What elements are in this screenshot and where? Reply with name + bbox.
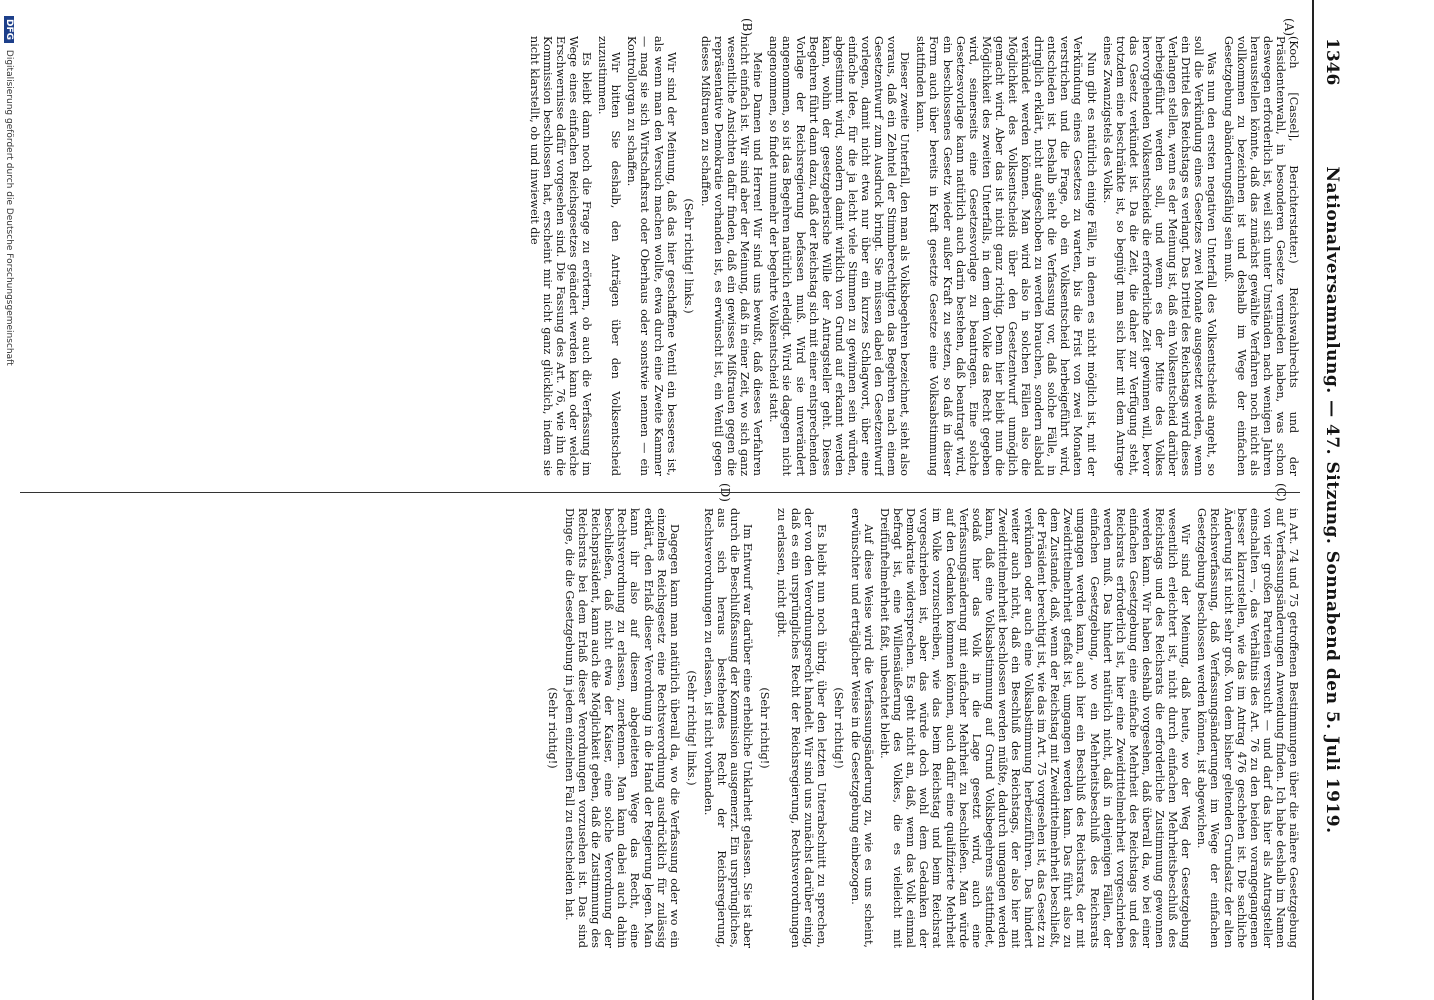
interjection: (Sehr richtig! links.) (684, 670, 698, 786)
interjection: (Sehr richtig!) (758, 687, 772, 769)
dfg-logo: DFG (4, 16, 14, 43)
paragraph: Wir sind der Meinung, daß heute, wo der Weg der Gesetzgebung wesentlich erleichtert ist, nicht durch einfachen Mehrheitsbeschluß des Reichstags und des Reichsrats die erforderliche Zustimmung gewonnen werden kann. Wir haben deshalb vorgesehen, daß überall da, wo bei einer einfachen Gesetzgebung eine einfache Mehrheit des Reichstags und des Reichsrats erforderlich ist, hier eine Zweidrittelmehrheit vorgeschrieben werden muß. Das hindert natürlich nicht, daß in denjenigen Fällen, der einfachen Gesetzgebung, wo ein Mehrheitsbeschluß des Reichsrats umgangen werden kann, auch hier ein Beschluß des Reichsrats, der mit Zweidrittelmehrheit gefaßt ist, umgangen werden kann. Das führt also zu dem Zustande, daß, wenn der Reichstag mit Zweidrittelmehrheit beschließt, der Präsident berechtigt ist, wie das im Art. 75 vorgesehen ist, das Gesetz zu verkünden oder auch eine Volksabstimmung herbeizuführen. Das hindert weiter auch nicht, daß ein Beschluß des Reichstags, der also hier mit Zweidrittelmehrheit beschlossen werden müßte, dadurch umgangen werden kann, daß eine Volksabstimmung auf Grund Volksbegehrens stattfindet, sodaß hier das Volk in die Lage gesetzt wird, auch eine Verfassungsänderung mit einfacher Mehrheit zu beschließen. Man würde auf den Gedanken kommen können, auch dafür eine qualifizierte Mehrheit im Volke vorzuschreiben, wie das beim Reichstag und beim Reichsrat vorgeschrieben ist, aber das würde doch wohl dem Gedanken der Demokratie widersprechen. Es geht nicht an, daß, wenn das Volk einmal befragt ist, eine Willensäußerung des Volkes, die es vielleicht mit Dreifünftelmehrheit faßt, unbeachtet bleibt. (878, 508, 1193, 948)
right-column (10, 508, 1300, 948)
paragraph: Meine Damen und Herren! Wir sind uns bewußt, daß dieses Verfahren nicht einfach ist. Wir sind aber der Meinung, daß in einer Zeit, wo sich ganz wesentliche Ansichten dafür finden, daß ein gewisses Mißtrauen gegen die repräsentative Demokratie vorhanden ist, es erwünscht ist, ein Ventil gegen dieses Mißtrauen zu schaffen. (698, 36, 765, 476)
paragraph: Dagegen kann man natürlich überall da, wo die Verfassung oder wo ein einzelnes Reichsgesetz eine Rechtsverordnung ausdrücklich für zulässig erklärt, den Erlaß dieser Verordnung in die Hand der Regierung legen. Man kann ihr also auf diesem abgeleiteten Wege das Recht, eine Rechtsverordnung zu erlassen, zuerkennen. Man kann dabei auch dahin beschließen, daß nicht etwa der Kaiser, eine solche Verordnung der Reichspräsident, kann auch die Möglichkeit geben, daß die Zustimmung des Reichsrats bei dem Erlaß dieser Verordnungen vorzusehen ist. Das sind Dinge, die die Gesetzgebung in jedem einzelnen Fall zu entscheiden hat. (563, 508, 681, 948)
paragraph: Dieser zweite Unterfall, den man als Volksbegehren bezeichnet, sieht also voraus, daß ein Zehntel der Stimmberechtigten das Begehren nach einem Gesetzentwurf zum Ausdruck bringt. Sie müssen dabei den Gesetzentwurf vorlegen, damit nicht etwa nur über ein kurzes Schlagwort, über eine einfache Idee, für die ja leicht viele Stimmen zu gewinnen sein würden, abgestimmt wird, sondern damit wirklich von Grund auf erkannt werden kann, wohin der gesetzgeberische Wille der Antragsteller geht. Dieses Begehren führt dann dazu, daß der Reichstag sich mit einer entsprechenden Vorlage der Reichsregierung befassen muß. Wird sie unverändert angenommen, so ist das Begehren natürlich erledigt. Wird sie dagegen nicht angenommen, so findet nunmehr der begehrte Volksentscheid statt. (767, 36, 912, 476)
paragraph: Im Entwurf war darüber eine erhebliche Unklarheit gelassen. Sie ist aber durch die Beschlußfassung der Kommission ausgemerzt. Ein ursprüngliches, aus sich heraus bestehendes Recht der Reichsregierung, Rechtsverordnungen zu erlassen, ist nicht vorhanden. (701, 508, 755, 948)
paragraph: Es bleibt nun noch übrig, über den letzten Unterabschnitt zu sprechen, der von den Verordnungsrecht handelt. Wir sind uns zunächst darüber einig, daß es ein ursprüngliches Recht der Reichsregierung, Rechtsverordnungen zu erlassen, nicht gibt. (775, 508, 828, 948)
interjection: (Sehr richtig!) (545, 687, 559, 769)
margin-mark-a: (A) (1282, 18, 1296, 37)
footer-text: Digitalisierung gefördert durch die Deutsche Forschungsgemeinschaft (4, 49, 14, 366)
paragraph: Auf diese Weise wird die Verfassungsänderung zu, wie es uns scheint, erwünschter und erträglicher Weise in die Gesetzgebung einbezogen. (848, 508, 875, 948)
paragraph: Wir bitten Sie deshalb, den Anträgen über den Volksentscheid zuzustimmen. (596, 36, 623, 476)
margin-mark-d: (D) (718, 483, 732, 502)
margin-mark-b: (B) (740, 18, 754, 37)
margin-mark-c: (C) (1274, 483, 1288, 502)
page-number: 1346 (1322, 38, 1342, 86)
interjection: (Sehr richtig!) (831, 687, 845, 769)
paragraph: (Koch [Cassel], Berichterstatter.) Reichswahlrechts und der Präsidentenwahl, in besonderen Gesetze vermieden haben, was schon deswegen erforderlich ist, weil sich unter Umständen nach wenigen Jahren herausstellen könnte, daß das zunächst gewählte Verfahren noch nicht als vollkommen zu bezeichnen ist und deshalb im Wege der einfachen Gesetzgebung abänderungsfähig sein muß. (1221, 36, 1300, 476)
page-header (1312, 0, 1342, 1000)
column-divider (20, 492, 1300, 493)
paragraph: Es bleibt dann noch die Frage zu erörtern, ob auch die Verfassung im Wege eines einfachen Reichsgesetzes geändert werden kann oder welche Erschwernisse dafür vorgesehen sind. Die Fassung des Art. 76, wie ihn die Kommission beschlossen hat, erscheint mir nicht ganz glücklich, indem sie nicht klarstellt, ob und inwieweit die (527, 36, 594, 476)
paragraph: in Art. 74 und 75 getroffenen Bestimmungen über die nähere Gesetzgebung auf Verfassungsänderungen Anwendung finden. Ich habe deshalb im Namen von vier großen Parteien versucht — und darf das hier als Antragsteller einschalten —, das Verhältnis des Art. 76 zu den beiden vorangegangenen besser klarzustellen, wie das im Antrag 476 geschehen ist. Die sachliche Änderung ist nicht sehr groß. Von dem bisher geltenden Grundsatz der alten Reichsverfassung, daß Verfassungsänderungen im Wege der einfachen Gesetzgebung beschlossen werden können, ist abgewichen. (1195, 508, 1300, 948)
left-column (10, 36, 1300, 476)
paragraph: Was nun den ersten negativen Unterfall des Volksentscheids angeht, so soll die Verkündung eines Gesetzes zwei Monate ausgesetzt werden, wenn ein Drittel des Reichstags es verlangt. Das Drittel des Reichstags wird dieses Verlangen stellen, wenn es der Meinung ist, daß ein Volksentscheid darüber herbeigeführt werden soll, und wenn es der Mitte des Volkes hervorgehenden Volksentscheids die erforderliche Zeit gewinnen will, bevor das Gesetz verkündet ist. Da die Zeit, die daher zur Verfügung steht, trotzdem eine beschränkte ist, so begnügt man sich hier mit dem Antrage eines Zwanzigstels des Volks. (1100, 36, 1219, 476)
digitization-footer (0, 16, 14, 984)
interjection: (Sehr richtig! links.) (681, 198, 695, 314)
paragraph: Nun gibt es natürlich einige Fälle, in denen es nicht möglich ist, mit der Verkündung eines Gesetzes zu warten, bis die Frist von zwei Monaten verstrichen und die Frage, ob ein Volksentscheid herbeigeführt wird, entschieden ist. Deshalb sieht die Verfassung vor, daß solche Fälle, in dringlich erklärt, nicht aufgeschoben zu werden brauchen, sondern alsbald verkündet werden können. Man wird also in solchen Fällen also die Möglichkeit des Volksentscheids über den Gesetzentwurf unmöglich gemacht wird. Aber das ist nicht ganz richtig. Denn hier bleibt nun die Möglichkeit des zweiten Unterfalls, in dem dem Volke das Recht gegeben wird, seinerseits eine Gesetzesvorlage zu beantragen. Eine solche Gesetzesvorlage kann natürlich auch darin bestehen, daß beantragt wird, ein beschlossenes Gesetz wieder außer Kraft zu setzen, so daß in dieser Form auch über bereits in Kraft gesetzte Gesetze eine Volksabstimmung stattfinden kann. (914, 36, 1098, 476)
running-head: Nationalversammlung. — 47. Sitzung. Sonnabend den 5. Juli 1919. (1322, 166, 1342, 834)
paragraph: Wir sind der Meinung, daß das hier geschaffene Ventil ein besseres ist, als wenn man den Versuch machen wollte, etwa durch eine Zweite Kammer — mag sie sich Wirtschaftsrat oder Oberhaus oder sonstwie nennen — ein Kontrollorgan zu schaffen. (625, 36, 678, 476)
